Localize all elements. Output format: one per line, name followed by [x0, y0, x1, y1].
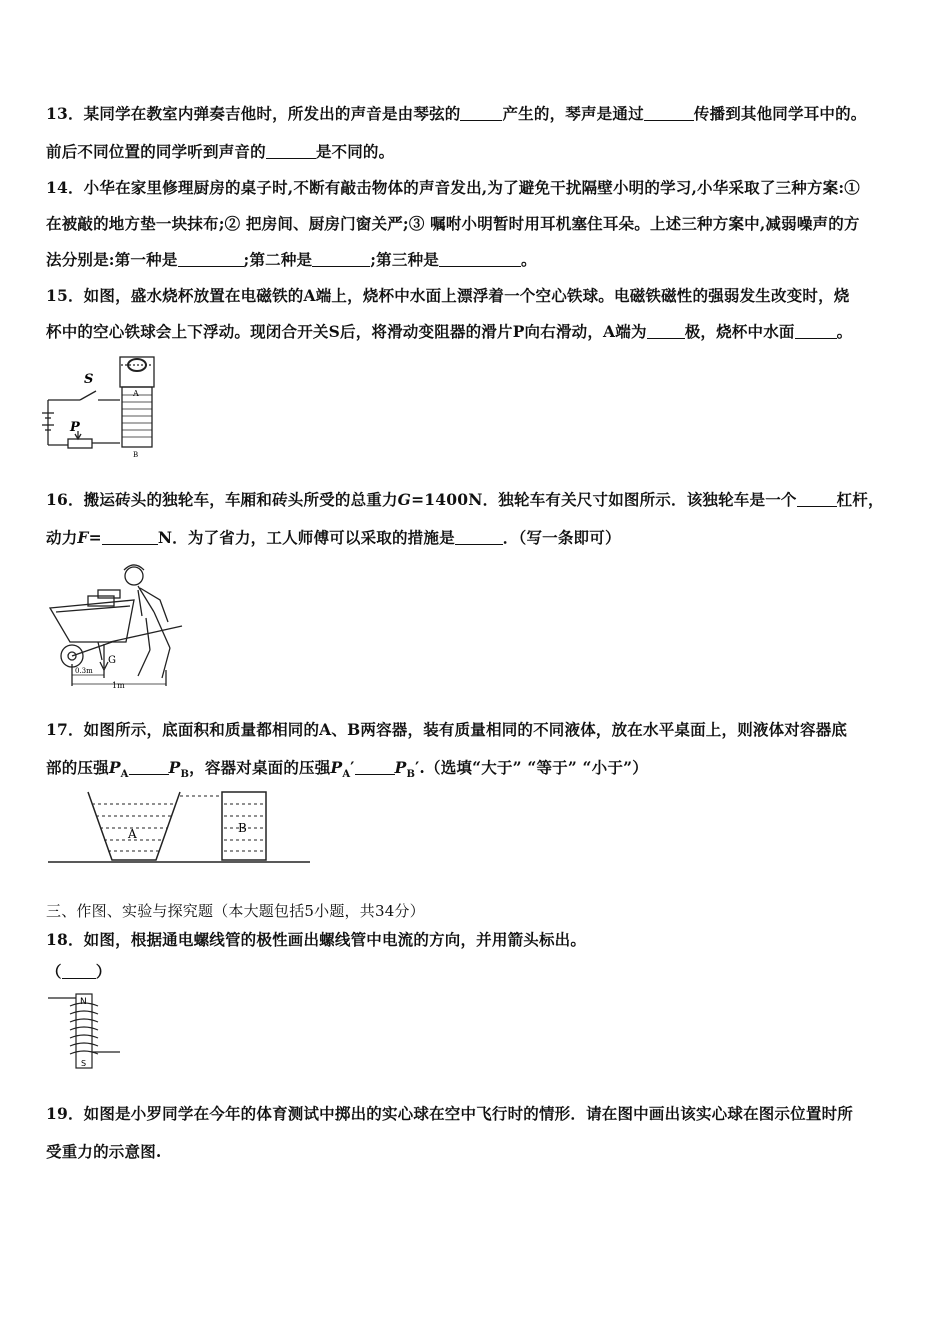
q13-text: 产生的，琴声是通过 — [502, 104, 644, 123]
q17-symbol-p: P — [330, 758, 343, 777]
q16-text: =1400N．独轮车有关尺寸如图所示．该独轮车是一个 — [411, 490, 797, 509]
q19-line2: 受重力的示意图. — [46, 1142, 162, 1161]
solenoid-figure — [46, 990, 126, 1072]
label-b: B — [133, 451, 139, 459]
q15-blank-2[interactable] — [795, 323, 837, 340]
label-a: A — [133, 389, 139, 398]
label-g: G — [108, 655, 116, 666]
q16-blank-2[interactable] — [102, 529, 158, 546]
q13-text: 是不同的。 — [315, 142, 395, 161]
label-s: S — [81, 1059, 87, 1068]
electromagnet-figure — [38, 355, 168, 460]
q16-symbol-f: F — [77, 528, 89, 547]
wheelbarrow-figure — [42, 560, 192, 692]
label-p: P — [70, 420, 80, 435]
q16-text: 动力 — [46, 528, 78, 547]
q16-line2 — [46, 526, 621, 548]
q16-text: ．（写一条即可） — [502, 528, 621, 547]
q17-line1: 17．如图所示，底面积和质量都相同的A、B两容器，装有质量相同的不同液体，放在水平桌面上，则液体对容器底 — [46, 720, 848, 739]
q15-blank-1[interactable] — [647, 323, 685, 340]
q16-text: = — [88, 528, 102, 547]
q17-text: ，容器对桌面的压强 — [189, 758, 331, 777]
q15-text: 极，烧杯中水面 — [684, 322, 795, 341]
q17-symbol-p: P — [168, 758, 181, 777]
q13-line1 — [46, 102, 867, 124]
q13-text: 13．某同学在教室内弹奏吉他时，所发出的声音是由琴弦的 — [46, 104, 461, 123]
q15-line2 — [46, 320, 852, 342]
q15-line1: 15．如图，盛水烧杯放置在电磁铁的A端上，烧杯中水面上漂浮着一个空心铁球。电磁铁磁性的强弱发生改变时，烧 — [46, 286, 850, 305]
q17-sub-b: B — [180, 769, 190, 781]
q14-blank-2[interactable] — [312, 251, 370, 268]
q17-prime: ′ — [350, 758, 355, 777]
q18-blank[interactable] — [62, 963, 96, 980]
q14-blank-3[interactable] — [439, 251, 521, 268]
q19-line1: 19．如图是小罗同学在今年的体育测试中掷出的实心球在空中飞行时的情形．请在图中画出该实心球在图示位置时所 — [46, 1104, 853, 1123]
containers-figure — [46, 788, 314, 868]
q17-sub-a: A — [120, 769, 129, 781]
q14-text: 法分别是:第一种是 — [46, 250, 178, 269]
q14-line2: 在被敲的地方垫一块抹布;② 把房间、厨房门窗关严;③ 嘱咐小明暂时用耳机塞住耳朵。上述三种方案中,减弱噪声的方 — [46, 214, 860, 233]
label-s: S — [84, 372, 94, 387]
q16-text: 杠杆， — [836, 490, 884, 509]
q14-text: 。 — [521, 250, 537, 269]
q17-text: 部的压强 — [46, 758, 109, 777]
q13-line2 — [46, 140, 394, 162]
label-n: N — [80, 997, 87, 1007]
q13-blank-3[interactable] — [266, 143, 316, 160]
section-3-title: 三、作图、实验与探究题（本大题包括5小题，共34分） — [46, 902, 425, 920]
label-a: A — [128, 827, 137, 841]
q17-blank-1[interactable] — [129, 759, 169, 776]
q13-text: 传播到其他同学耳中的。 — [693, 104, 867, 123]
q13-text: 前后不同位置的同学听到声音的 — [46, 142, 266, 161]
q14-line3 — [46, 248, 537, 270]
q18-answer — [46, 960, 111, 982]
q18-text: （ — [46, 962, 62, 981]
q16-blank-3[interactable] — [455, 529, 503, 546]
q15-text: 。 — [836, 322, 853, 341]
q17-text: .（选填“大于” “等于” “小于”） — [419, 758, 648, 777]
q16-text: N．为了省力，工人师傅可以采取的措施是 — [157, 528, 455, 547]
q16-blank-1[interactable] — [797, 491, 837, 508]
q13-blank-1[interactable] — [460, 105, 502, 122]
label-0-3m: 0.3m — [75, 667, 93, 675]
q13-blank-2[interactable] — [644, 105, 694, 122]
q14-line1: 14．小华在家里修理厨房的桌子时,不断有敲击物体的声音发出,为了避免干扰隔壁小明的学习,小华采取了三种方案:① — [46, 178, 860, 197]
q17-symbol-p: P — [394, 758, 407, 777]
q17-symbol-p: P — [108, 758, 121, 777]
q17-blank-2[interactable] — [355, 759, 395, 776]
label-b: B — [238, 821, 247, 835]
label-1m: 1m — [112, 681, 125, 690]
q16-symbol-g: G — [397, 490, 412, 509]
q18-line1: 18．如图，根据通电螺线管的极性画出螺线管中电流的方向，并用箭头标出。 — [46, 930, 587, 949]
q15-text: 杯中的空心铁球会上下浮动。现闭合开关S后，将滑动变阻器的滑片P向右滑动，A端为 — [46, 322, 647, 341]
q14-text: ;第二种是 — [243, 250, 313, 269]
q17-line2 — [46, 756, 648, 780]
q17-sub-a: A — [342, 769, 351, 781]
q16-line1 — [46, 488, 884, 510]
q14-text: ;第三种是 — [370, 250, 439, 269]
q17-sub-b: B — [406, 769, 416, 781]
q16-text: 16．搬运砖头的独轮车，车厢和砖头所受的总重力 — [46, 490, 398, 509]
q18-text: ） — [95, 962, 112, 981]
q17-prime: ′ — [415, 758, 420, 777]
q14-blank-1[interactable] — [178, 251, 244, 268]
